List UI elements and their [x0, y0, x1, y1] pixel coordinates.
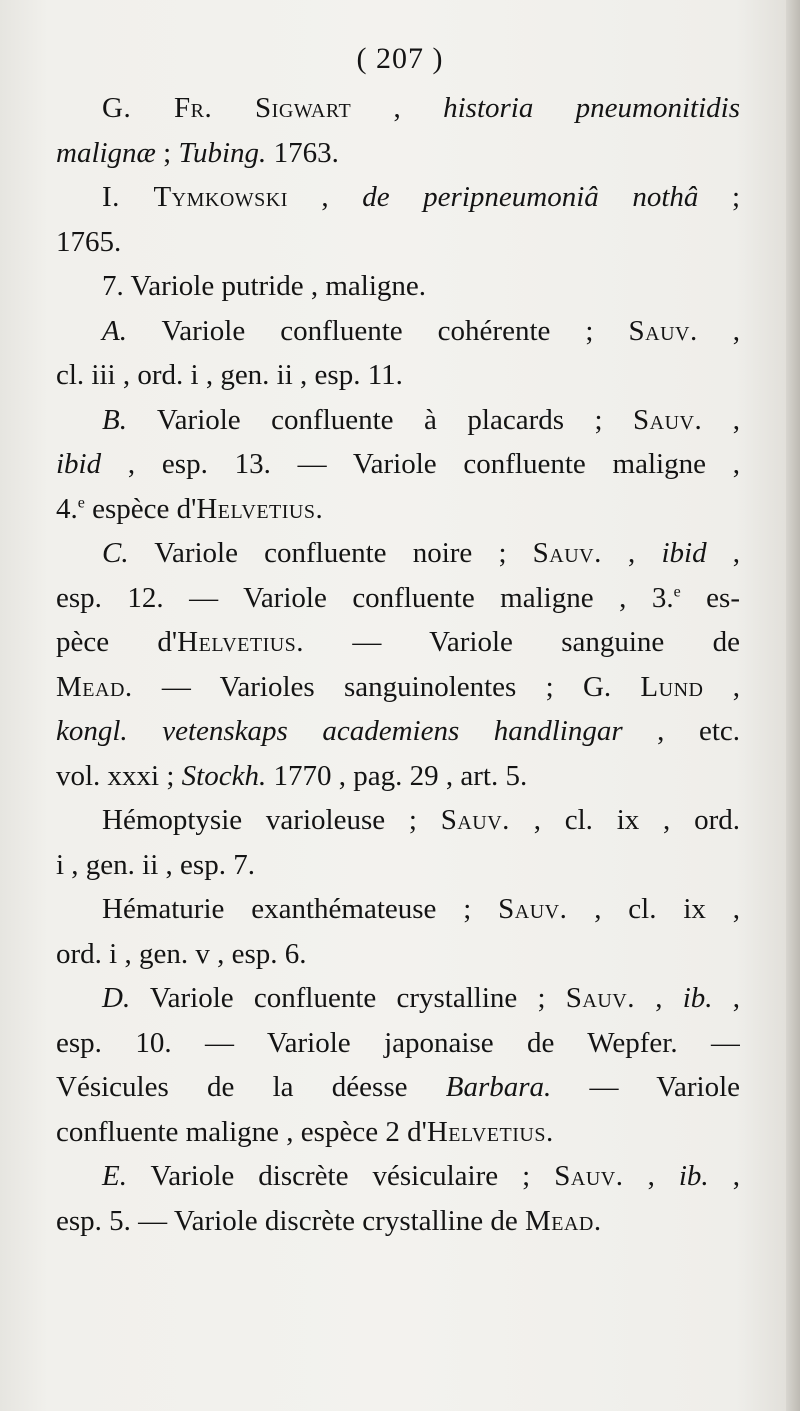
text-run: — Variole — [551, 1071, 740, 1103]
text-run: 1765. — [56, 225, 122, 258]
text-run: Mead. — [524, 1204, 602, 1237]
text-line — [56, 976, 740, 1021]
page-number: ( 207 ) — [356, 42, 444, 75]
text-run: , — [697, 314, 740, 347]
entry-sigwart — [56, 86, 740, 175]
text-line — [56, 843, 740, 888]
text-line — [56, 86, 740, 131]
text-run: Variole confluente crystalline ; — [130, 982, 566, 1014]
entry-item-c — [56, 531, 740, 798]
text-line — [56, 175, 740, 220]
text-run: de peripneumoniâ nothâ — [362, 181, 699, 213]
text-run: Sauv. — [554, 1160, 624, 1192]
text-run: , — [623, 1160, 679, 1192]
entry-item-d — [56, 976, 740, 1154]
text-line — [56, 353, 740, 398]
text-run: , — [287, 181, 363, 213]
text-run: B. — [102, 403, 127, 436]
text-run: ord. i , gen. v , esp. 6. — [56, 937, 307, 970]
entry-hemoptysie — [56, 798, 740, 887]
text-run: — Varioles sanguinolentes ; G. — [132, 670, 641, 703]
text-line — [56, 131, 740, 176]
text-line — [56, 1154, 740, 1199]
text-run: Variole confluente cohérente ; — [126, 314, 629, 347]
text-line — [56, 1021, 740, 1066]
text-run: es- — [680, 581, 740, 614]
text-run: , etc. — [622, 715, 740, 747]
text-run: Variole confluente noire ; — [128, 537, 533, 569]
text-line — [56, 576, 740, 621]
text-run: , — [351, 92, 444, 124]
text-line — [56, 754, 740, 799]
text-run: , — [601, 537, 662, 569]
text-run: kongl. vetenskaps academiens handlingar — [56, 715, 623, 747]
text-run: ibid — [56, 448, 102, 480]
text-run: , — [706, 537, 740, 569]
text-run: A. — [102, 314, 127, 347]
text-run: Vésicules de la déesse — [56, 1071, 446, 1103]
text-run: 1763. — [266, 136, 339, 169]
text-run: Helvetius. — [426, 1115, 554, 1148]
text-run: Variole discrète vésiculaire ; — [126, 1160, 555, 1192]
text-run: I. Tymkowski — [102, 181, 288, 213]
text-run: ib. — [678, 1160, 709, 1192]
text-run: Sauv. — [633, 403, 703, 436]
text-run: confluente maligne , espèce 2 d' — [56, 1115, 427, 1148]
page-body — [56, 86, 740, 1243]
text-run: Barbara. — [445, 1071, 552, 1103]
text-run: Stockh. — [181, 759, 267, 792]
text-run: , — [712, 982, 740, 1014]
text-run: , esp. 13. — Variole confluente maligne , — [101, 448, 740, 480]
text-run: cl. iii , ord. i , gen. ii , esp. 11. — [56, 359, 403, 391]
text-line — [56, 398, 740, 443]
text-line — [56, 487, 740, 532]
text-run: D. — [102, 982, 131, 1014]
text-line — [56, 442, 740, 487]
text-line — [56, 264, 740, 309]
text-run: ib. — [682, 982, 713, 1014]
text-run: esp. 10. — Variole japonaise de Wepfer. — — [56, 1026, 740, 1059]
text-run: vol. xxxi ; — [56, 759, 182, 792]
entry-item-e — [56, 1154, 740, 1243]
text-line — [56, 309, 740, 354]
entry-item-b — [56, 398, 740, 532]
page-edge-shadow — [786, 0, 800, 1411]
text-run: , cl. ix , ord. — [509, 804, 740, 836]
entry-item-a — [56, 309, 740, 398]
text-run: Sauv. — [532, 537, 602, 569]
text-line — [56, 1110, 740, 1155]
text-run: Hémoptysie varioleuse ; — [102, 804, 441, 836]
text-run: ; — [155, 136, 179, 169]
text-run: Sauv. — [440, 804, 510, 836]
text-run: ; — [698, 181, 740, 213]
text-run: E. — [102, 1160, 127, 1192]
text-run: 1770 , pag. 29 , art. 5. — [266, 759, 528, 792]
text-line — [56, 665, 740, 710]
text-line — [56, 932, 740, 977]
text-run: G. Fr. Sigwart — [102, 92, 352, 124]
text-run: e — [673, 582, 681, 600]
text-run: , — [708, 1160, 740, 1192]
text-run: , — [635, 982, 683, 1014]
text-run: Hématurie exanthémateuse ; — [102, 893, 499, 925]
text-line — [56, 1065, 740, 1110]
text-run: esp. 12. — Variole confluente maligne , 3. — [56, 581, 674, 614]
entry-tymkowski — [56, 175, 740, 264]
text-run: Lund — [640, 670, 704, 703]
text-run: Sauv. — [498, 893, 568, 925]
text-line — [56, 220, 740, 265]
text-run: , cl. ix , — [567, 893, 740, 925]
text-run: i , gen. ii , esp. 7. — [56, 848, 255, 881]
text-line — [56, 1199, 740, 1244]
text-run: malignæ — [56, 136, 156, 169]
text-run: ibid — [661, 537, 707, 569]
text-run: , — [702, 403, 740, 436]
text-line — [56, 620, 740, 665]
text-run: Variole confluente à placards ; — [126, 403, 634, 436]
text-run: 4. — [56, 492, 78, 525]
text-line — [56, 887, 740, 932]
text-run: Helvetius. — [196, 492, 324, 525]
text-run: pèce d' — [56, 626, 178, 658]
text-run: espèce d' — [84, 492, 197, 525]
text-run: Mead. — [56, 670, 133, 703]
text-run: historia pneumonitidis — [443, 92, 740, 124]
text-line — [56, 531, 740, 576]
text-line — [56, 798, 740, 843]
entry-hematurie — [56, 887, 740, 976]
text-run: Sauv. — [628, 314, 698, 347]
entry-section-7 — [56, 264, 740, 309]
text-run: Helvetius. — [177, 626, 305, 658]
text-run: esp. 5. — Variole discrète crystalline de — [56, 1204, 525, 1237]
text-run: e — [77, 493, 85, 511]
text-run: — Variole sanguine de — [304, 626, 740, 658]
text-run: C. — [102, 537, 129, 569]
text-run: Tubing. — [178, 136, 267, 169]
text-line — [56, 709, 740, 754]
text-run: Sauv. — [565, 982, 636, 1014]
text-run: 7. Variole putride , maligne. — [102, 270, 427, 302]
text-run: , — [703, 670, 740, 703]
